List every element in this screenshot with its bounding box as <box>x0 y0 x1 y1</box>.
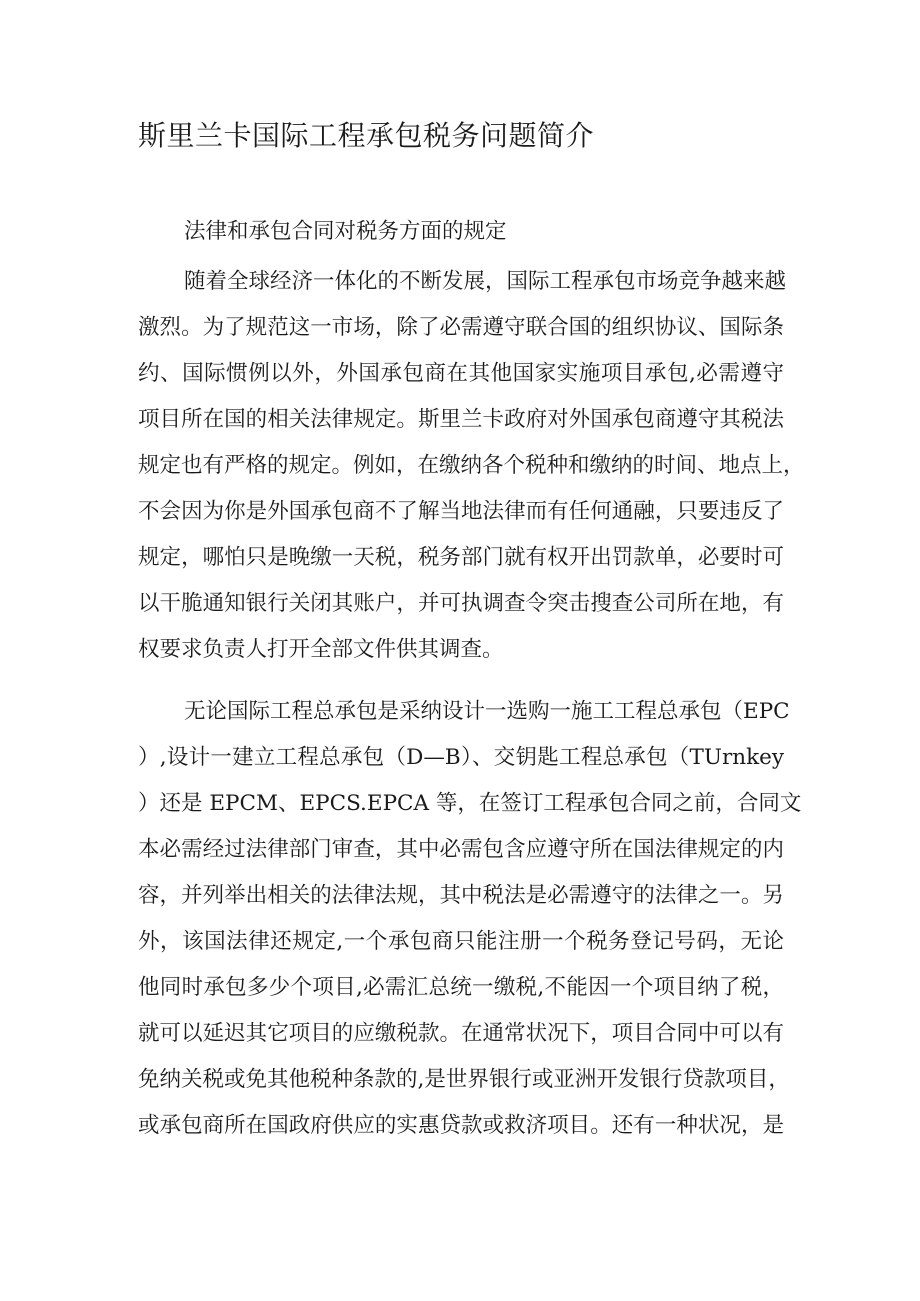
paragraph-line: 规定也有严格的规定。例如，在缴纳各个税种和缴纳的时间、地点上， <box>138 453 805 478</box>
paragraph-line: 规定，哪怕只是晚缴一天税，税务部门就有权开出罚款单，必要时可 <box>138 545 784 570</box>
paragraph-line: 他同时承包多少个项目,必需汇总统一缴税,不能因一个项目纳了税， <box>138 975 784 1000</box>
paragraph-line: 或承包商所在国政府供应的实惠贷款或救济项目。还有一种状况，是 <box>138 1113 784 1138</box>
document-title: 斯里兰卡国际工程承包税务问题简介 <box>138 119 595 152</box>
paragraph-line: 免纳关税或免其他税种条款的,是世界银行或亚洲开发银行贷款项目， <box>138 1067 790 1092</box>
paragraph-line: 约、国际惯例以外，外国承包商在其他国家实施项目承包,必需遵守 <box>138 361 784 386</box>
paragraph-line: 外，该国法律还规定,一个承包商只能注册一个税务登记号码，无论 <box>138 929 784 954</box>
paragraph-line: 激烈。为了规范这一市场，除了必需遵守联合国的组织协议、国际条 <box>138 315 784 340</box>
paragraph-line: 容，并列举出相关的法律法规，其中税法是必需遵守的法律之一。另 <box>138 883 784 908</box>
paragraph-line: 权要求负责人打开全部文件供其调查。 <box>138 637 504 662</box>
section-heading: 法律和承包合同对税务方面的规定 <box>184 219 507 244</box>
paragraph-line: ）还是 EPCM、EPCS.EPCA 等，在签订工程承包合同之前，合同文 <box>138 791 802 816</box>
paragraph-line: 无论国际工程总承包是采纳设计一选购一施工工程总承包（EPC <box>184 699 790 724</box>
paragraph-line: 随着全球经济一体化的不断发展，国际工程承包市场竞争越来越 <box>184 269 787 294</box>
paragraph-line: 项目所在国的相关法律规定。斯里兰卡政府对外国承包商遵守其税法 <box>138 407 784 432</box>
paragraph-line: 就可以延迟其它项目的应缴税款。在通常状况下，项目合同中可以有 <box>138 1021 784 1046</box>
paragraph-line: 以干脆通知银行关闭其账户，并可执调查令突击搜查公司所在地，有 <box>138 591 784 616</box>
paragraph-line: ）,设计一建立工程总承包（D—B）、交钥匙工程总承包（TUrnkey <box>138 745 784 770</box>
paragraph-line: 不会因为你是外国承包商不了解当地法律而有任何通融，只要违反了 <box>138 499 784 524</box>
paragraph-line: 本必需经过法律部门审查，其中必需包含应遵守所在国法律规定的内 <box>138 837 784 862</box>
